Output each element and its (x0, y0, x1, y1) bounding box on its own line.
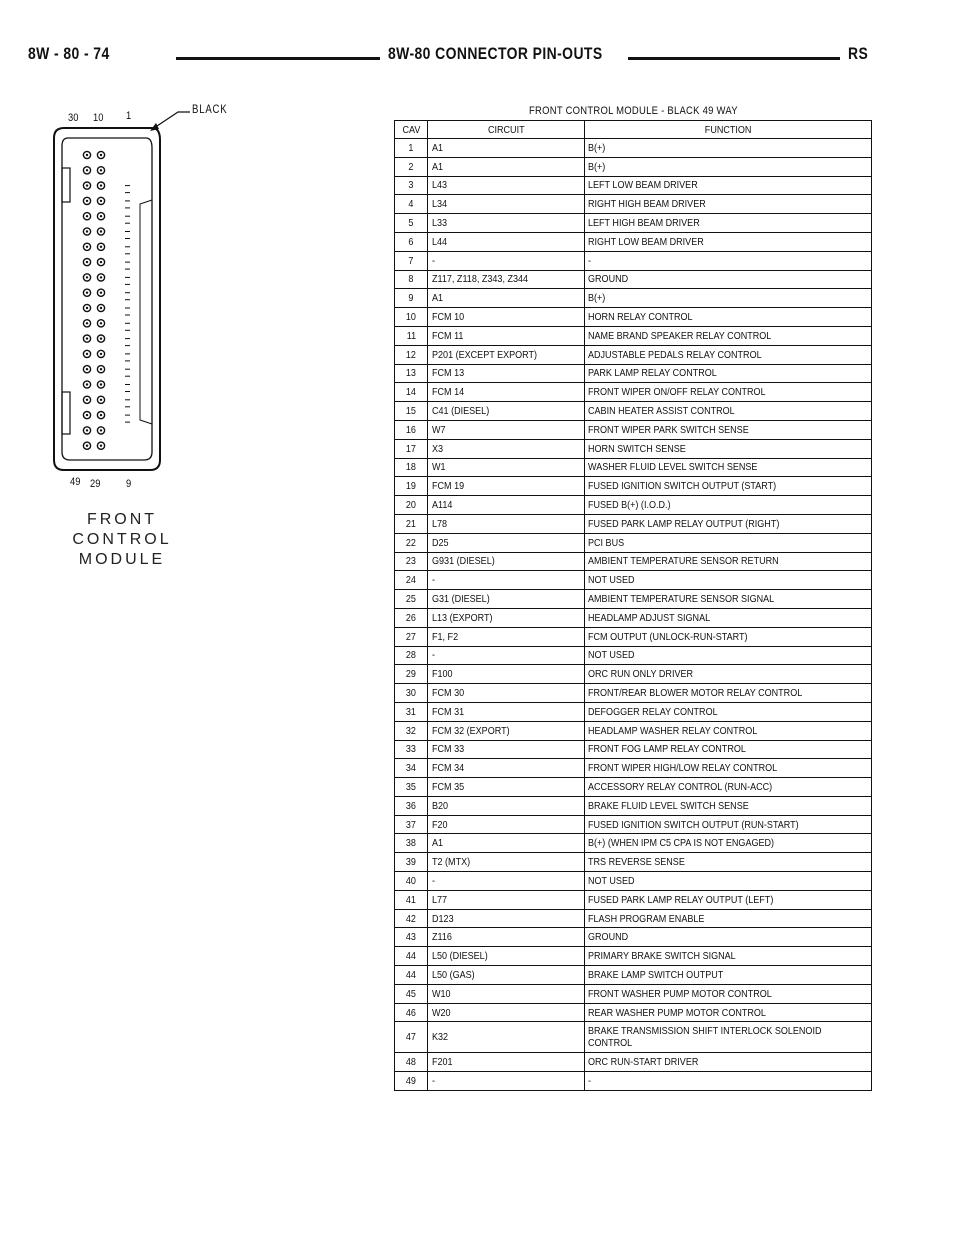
cell-cav: 48 (395, 1053, 428, 1072)
cell-function: FUSED PARK LAMP RELAY OUTPUT (RIGHT) (585, 514, 872, 533)
pin-dot (86, 307, 88, 309)
cell-circuit: W20 (428, 1003, 585, 1022)
cell-function: - (585, 1072, 872, 1091)
cell-function: B(+) (585, 139, 872, 158)
cell-cav: 36 (395, 796, 428, 815)
cell-cav: 28 (395, 646, 428, 665)
cell-circuit: A1 (428, 834, 585, 853)
pin-dot (86, 383, 88, 385)
table-row (395, 214, 872, 233)
module-name-line-1: FRONT (86, 511, 158, 528)
pin-dot (86, 337, 88, 339)
table-row (395, 740, 872, 759)
cell-function: WASHER FLUID LEVEL SWITCH SENSE (585, 458, 872, 477)
cell-cav: 10 (395, 308, 428, 327)
pin-dot (100, 368, 102, 370)
table-row (395, 308, 872, 327)
table-row (395, 796, 872, 815)
cell-function: FRONT WASHER PUMP MOTOR CONTROL (585, 984, 872, 1003)
cell-cav: 8 (395, 270, 428, 289)
cell-cav: 37 (395, 815, 428, 834)
table-title: FRONT CONTROL MODULE - BLACK 49 WAY (528, 105, 738, 117)
pin-dot (100, 246, 102, 248)
cell-function: NOT USED (585, 872, 872, 891)
cell-circuit: K32 (428, 1022, 585, 1053)
table-row (395, 909, 872, 928)
cell-circuit: W10 (428, 984, 585, 1003)
pin-dot (100, 184, 102, 186)
cell-function: GROUND (585, 270, 872, 289)
cell-circuit: FCM 31 (428, 702, 585, 721)
cell-cav: 9 (395, 289, 428, 308)
cell-circuit: FCM 30 (428, 684, 585, 703)
table-row (395, 759, 872, 778)
cell-cav: 43 (395, 928, 428, 947)
cell-circuit: F201 (428, 1053, 585, 1072)
table-row (395, 195, 872, 214)
cell-cav: 25 (395, 590, 428, 609)
pin-dot (86, 154, 88, 156)
table-row (395, 439, 872, 458)
table-row (395, 1053, 872, 1072)
module-name (52, 510, 192, 570)
pin-dot (100, 414, 102, 416)
cell-cav: 27 (395, 627, 428, 646)
cell-cav: 23 (395, 552, 428, 571)
cell-circuit: T2 (MTX) (428, 853, 585, 872)
pin-dot (86, 169, 88, 171)
table-row (395, 890, 872, 909)
cell-function: FUSED PARK LAMP RELAY OUTPUT (LEFT) (585, 890, 872, 909)
cell-function: FUSED B(+) (I.O.D.) (585, 496, 872, 515)
column-header-circuit: CIRCUIT (428, 121, 585, 139)
cell-cav: 5 (395, 214, 428, 233)
cell-circuit: L78 (428, 514, 585, 533)
cell-function: DEFOGGER RELAY CONTROL (585, 702, 872, 721)
cell-cav: 19 (395, 477, 428, 496)
cell-function: PCI BUS (585, 533, 872, 552)
table-row (395, 552, 872, 571)
pin-dot (100, 154, 102, 156)
table-row (395, 928, 872, 947)
cell-circuit: FCM 14 (428, 383, 585, 402)
cell-function: AMBIENT TEMPERATURE SENSOR SIGNAL (585, 590, 872, 609)
pin-dot (100, 322, 102, 324)
column-header-cav: CAV (395, 121, 428, 139)
cell-cav: 12 (395, 345, 428, 364)
cell-cav: 44 (395, 966, 428, 985)
header-rule-right (628, 57, 840, 60)
cell-cav: 14 (395, 383, 428, 402)
table-row (395, 139, 872, 158)
table-row (395, 477, 872, 496)
table-row (395, 1022, 872, 1053)
pin-dot (100, 200, 102, 202)
table-row (395, 157, 872, 176)
cell-circuit: - (428, 1072, 585, 1091)
pin-dot (100, 215, 102, 217)
cell-function: BRAKE FLUID LEVEL SWITCH SENSE (585, 796, 872, 815)
cell-cav: 40 (395, 872, 428, 891)
connector-color-tag: BLACK (192, 102, 228, 116)
pin-dot (100, 353, 102, 355)
cell-function: GROUND (585, 928, 872, 947)
cell-circuit: - (428, 571, 585, 590)
cell-circuit: D25 (428, 533, 585, 552)
cell-circuit: L77 (428, 890, 585, 909)
pin-dot (86, 368, 88, 370)
pin-grid (83, 151, 130, 449)
table-row (395, 345, 872, 364)
table-row (395, 514, 872, 533)
table-row (395, 947, 872, 966)
cell-function: B(+) (585, 157, 872, 176)
table-body (395, 139, 872, 1091)
section-title: 8W-80 CONNECTOR PIN-OUTS (388, 44, 603, 63)
cell-circuit: X3 (428, 439, 585, 458)
cell-circuit: L44 (428, 232, 585, 251)
cell-function: ORC RUN ONLY DRIVER (585, 665, 872, 684)
cell-cav: 4 (395, 195, 428, 214)
pin-dot (100, 307, 102, 309)
cell-function: FUSED IGNITION SWITCH OUTPUT (RUN-START) (585, 815, 872, 834)
cell-circuit: A1 (428, 289, 585, 308)
table-row (395, 402, 872, 421)
cell-function: FRONT/REAR BLOWER MOTOR RELAY CONTROL (585, 684, 872, 703)
cell-function: LEFT LOW BEAM DRIVER (585, 176, 872, 195)
table-header-row (395, 121, 872, 139)
pin-dot (86, 261, 88, 263)
cell-cav: 13 (395, 364, 428, 383)
pin-dot (86, 215, 88, 217)
connector-outline (40, 100, 240, 500)
cell-cav: 24 (395, 571, 428, 590)
cell-circuit: A1 (428, 139, 585, 158)
cell-function: BRAKE LAMP SWITCH OUTPUT (585, 966, 872, 985)
pin-dot (86, 414, 88, 416)
cell-circuit: A1 (428, 157, 585, 176)
cell-cav: 44 (395, 947, 428, 966)
pin-dot (86, 276, 88, 278)
cell-function: PARK LAMP RELAY CONTROL (585, 364, 872, 383)
cell-circuit: L13 (EXPORT) (428, 608, 585, 627)
cell-cav: 32 (395, 721, 428, 740)
page-header (28, 44, 874, 74)
cell-circuit: - (428, 251, 585, 270)
table-row (395, 326, 872, 345)
table-row (395, 721, 872, 740)
cell-circuit: FCM 34 (428, 759, 585, 778)
cell-circuit: W7 (428, 420, 585, 439)
cell-cav: 18 (395, 458, 428, 477)
cell-function: FUSED IGNITION SWITCH OUTPUT (START) (585, 477, 872, 496)
pin-dot (100, 383, 102, 385)
connector-diagram (40, 100, 240, 570)
cell-function: BRAKE TRANSMISSION SHIFT INTERLOCK SOLENOID CONTROL (585, 1022, 872, 1053)
cell-cav: 21 (395, 514, 428, 533)
cell-cav: 15 (395, 402, 428, 421)
cell-function: ADJUSTABLE PEDALS RELAY CONTROL (585, 345, 872, 364)
cell-cav: 34 (395, 759, 428, 778)
cell-function: HEADLAMP WASHER RELAY CONTROL (585, 721, 872, 740)
cell-circuit: FCM 32 (EXPORT) (428, 721, 585, 740)
cell-circuit: Z117, Z118, Z343, Z344 (428, 270, 585, 289)
cell-circuit: FCM 13 (428, 364, 585, 383)
cell-circuit: L50 (DIESEL) (428, 947, 585, 966)
pin-dot (86, 399, 88, 401)
cell-function: - (585, 251, 872, 270)
cell-circuit: P201 (EXCEPT EXPORT) (428, 345, 585, 364)
cell-circuit: - (428, 872, 585, 891)
pin-dot (86, 246, 88, 248)
table-row (395, 627, 872, 646)
cell-function: PRIMARY BRAKE SWITCH SIGNAL (585, 947, 872, 966)
pin-dot (86, 429, 88, 431)
cell-function: NOT USED (585, 646, 872, 665)
pin-dot (86, 322, 88, 324)
cell-cav: 49 (395, 1072, 428, 1091)
cell-circuit: D123 (428, 909, 585, 928)
cell-function: FRONT WIPER PARK SWITCH SENSE (585, 420, 872, 439)
cell-cav: 17 (395, 439, 428, 458)
cell-cav: 33 (395, 740, 428, 759)
table-row (395, 966, 872, 985)
table-row (395, 1003, 872, 1022)
header-rule-left (176, 57, 380, 60)
table-row (395, 270, 872, 289)
cell-cav: 31 (395, 702, 428, 721)
cell-circuit: L34 (428, 195, 585, 214)
table-row (395, 853, 872, 872)
cell-function: RIGHT LOW BEAM DRIVER (585, 232, 872, 251)
pin-dot (100, 337, 102, 339)
cell-cav: 7 (395, 251, 428, 270)
pin-dot (100, 429, 102, 431)
table-row (395, 590, 872, 609)
pin-dot (86, 292, 88, 294)
cell-circuit: C41 (DIESEL) (428, 402, 585, 421)
table-row (395, 872, 872, 891)
table-row (395, 364, 872, 383)
cell-circuit: FCM 11 (428, 326, 585, 345)
top-pin-label-1: 1 (126, 110, 132, 122)
table-row (395, 684, 872, 703)
module-name-line-3: MODULE (78, 551, 166, 568)
cell-cav: 38 (395, 834, 428, 853)
table-row (395, 420, 872, 439)
cell-circuit: FCM 33 (428, 740, 585, 759)
pin-dot (86, 184, 88, 186)
cell-function: HEADLAMP ADJUST SIGNAL (585, 608, 872, 627)
cell-cav: 29 (395, 665, 428, 684)
cell-circuit: - (428, 646, 585, 665)
table-row (395, 778, 872, 797)
pin-dot (86, 230, 88, 232)
cell-function: TRS REVERSE SENSE (585, 853, 872, 872)
pinout-table (394, 120, 872, 1091)
cell-circuit: G931 (DIESEL) (428, 552, 585, 571)
cell-circuit: G31 (DIESEL) (428, 590, 585, 609)
pin-dot (86, 353, 88, 355)
column-header-function: FUNCTION (585, 121, 872, 139)
cell-circuit: FCM 10 (428, 308, 585, 327)
cell-function: RIGHT HIGH BEAM DRIVER (585, 195, 872, 214)
top-pin-label-10: 10 (93, 112, 104, 124)
table-row (395, 1072, 872, 1091)
table-row (395, 533, 872, 552)
module-name-line-2: CONTROL (72, 531, 172, 548)
cell-circuit: F100 (428, 665, 585, 684)
top-pin-label-30: 30 (68, 112, 79, 124)
cell-function: ACCESSORY RELAY CONTROL (RUN-ACC) (585, 778, 872, 797)
page-number: 8W - 80 - 74 (28, 44, 110, 63)
cell-circuit: L50 (GAS) (428, 966, 585, 985)
cell-circuit: A114 (428, 496, 585, 515)
table-row (395, 984, 872, 1003)
table-row (395, 646, 872, 665)
cell-circuit: L33 (428, 214, 585, 233)
pin-dot (100, 230, 102, 232)
cell-cav: 30 (395, 684, 428, 703)
cell-cav: 2 (395, 157, 428, 176)
cell-function: CABIN HEATER ASSIST CONTROL (585, 402, 872, 421)
cell-circuit: W1 (428, 458, 585, 477)
cell-function: LEFT HIGH BEAM DRIVER (585, 214, 872, 233)
pin-dot (100, 261, 102, 263)
pin-dot (86, 445, 88, 447)
cell-circuit: F1, F2 (428, 627, 585, 646)
cell-function: FRONT FOG LAMP RELAY CONTROL (585, 740, 872, 759)
cell-function: ORC RUN-START DRIVER (585, 1053, 872, 1072)
cell-circuit: FCM 19 (428, 477, 585, 496)
pin-dot (86, 200, 88, 202)
table-row (395, 496, 872, 515)
cell-function: AMBIENT TEMPERATURE SENSOR RETURN (585, 552, 872, 571)
table-row (395, 571, 872, 590)
table-row (395, 176, 872, 195)
table-row (395, 289, 872, 308)
bottom-pin-label-49: 49 (70, 476, 81, 488)
cell-function: HORN SWITCH SENSE (585, 439, 872, 458)
cell-function: HORN RELAY CONTROL (585, 308, 872, 327)
cell-circuit: B20 (428, 796, 585, 815)
cell-cav: 42 (395, 909, 428, 928)
cell-circuit: L43 (428, 176, 585, 195)
table-row (395, 665, 872, 684)
cell-cav: 39 (395, 853, 428, 872)
bottom-pin-label-9: 9 (126, 478, 132, 490)
cell-cav: 41 (395, 890, 428, 909)
cell-function: FLASH PROGRAM ENABLE (585, 909, 872, 928)
table-row (395, 815, 872, 834)
cell-cav: 6 (395, 232, 428, 251)
cell-cav: 22 (395, 533, 428, 552)
cell-cav: 16 (395, 420, 428, 439)
pin-dot (100, 292, 102, 294)
pin-dot (100, 276, 102, 278)
cell-cav: 26 (395, 608, 428, 627)
cell-cav: 35 (395, 778, 428, 797)
table-row (395, 458, 872, 477)
cell-cav: 1 (395, 139, 428, 158)
cell-function: NOT USED (585, 571, 872, 590)
bottom-pin-label-29: 29 (90, 478, 101, 490)
cell-cav: 46 (395, 1003, 428, 1022)
table-row (395, 834, 872, 853)
cell-cav: 3 (395, 176, 428, 195)
cell-function: B(+) (WHEN IPM C5 CPA IS NOT ENGAGED) (585, 834, 872, 853)
cell-circuit: F20 (428, 815, 585, 834)
table-row (395, 232, 872, 251)
cell-function: NAME BRAND SPEAKER RELAY CONTROL (585, 326, 872, 345)
cell-function: FRONT WIPER HIGH/LOW RELAY CONTROL (585, 759, 872, 778)
cell-circuit: FCM 35 (428, 778, 585, 797)
cell-function: FCM OUTPUT (UNLOCK-RUN-START) (585, 627, 872, 646)
pin-dot (100, 399, 102, 401)
cell-function: FRONT WIPER ON/OFF RELAY CONTROL (585, 383, 872, 402)
cell-cav: 20 (395, 496, 428, 515)
cell-cav: 11 (395, 326, 428, 345)
table-row (395, 251, 872, 270)
table-row (395, 608, 872, 627)
table-row (395, 383, 872, 402)
cell-function: B(+) (585, 289, 872, 308)
cell-circuit: Z116 (428, 928, 585, 947)
cell-function: REAR WASHER PUMP MOTOR CONTROL (585, 1003, 872, 1022)
cell-cav: 47 (395, 1022, 428, 1053)
cell-cav: 45 (395, 984, 428, 1003)
pin-dot (100, 445, 102, 447)
edition-code: RS (848, 44, 869, 63)
pin-dot (100, 169, 102, 171)
table-row (395, 702, 872, 721)
